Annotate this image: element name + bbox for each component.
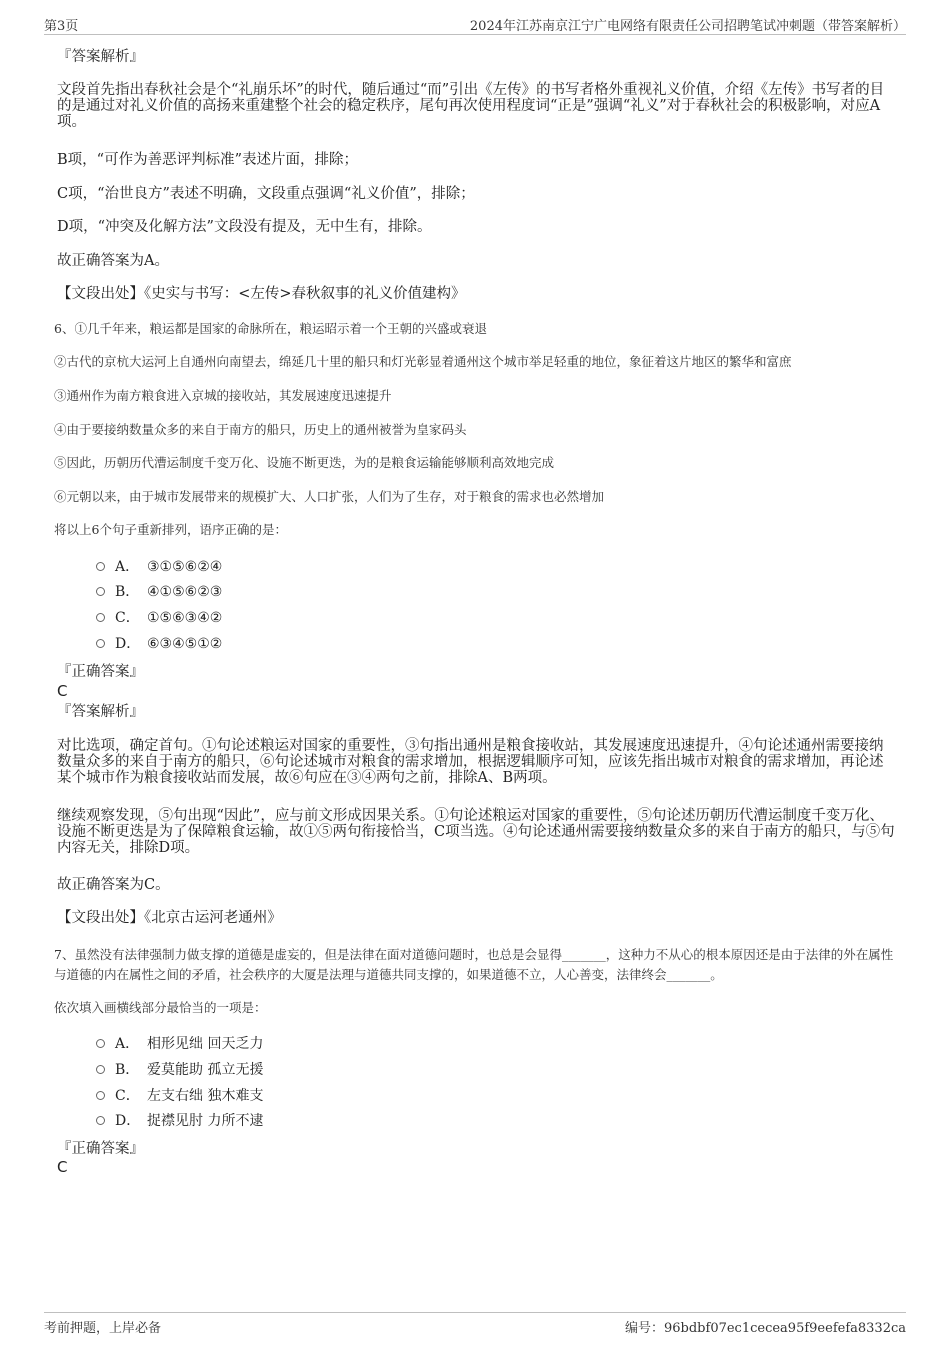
q6-sentence-6: ⑥元朝以来，由于城市发展带来的规模扩大、人口扩张，人们为了生存，对于粮食的需求也必然增加 [54,489,605,504]
q7-option-b[interactable]: B． 爱莫能助 孤立无援 [96,1061,263,1079]
q7-stem: 7、虽然没有法律强制力做支撑的道德是虚妄的，但是法律在面对道德问题时，也总是会显得_______，这种力不从心的根本原因还是由于法律的外在属性与道德的内在属性之间的矛盾，社会秩序的大厦是法理与道德共同支撑的，如果道德不立，人心善变，法律终会_______。 [54,947,894,982]
radio-icon[interactable] [96,1065,105,1074]
q6-analysis-paragraph-1: 对比选项，确定首句。①句论述粮运对国家的重要性，③句指出通州是粮食接收站，其发展速度迅速提升，④句论述通州需要接纳数量众多的来自于南方的船只，⑥句论述城市对粮食的需求增加，根据逻辑顺序可知，应该先指出城市对粮食的需求增加，再论述某个城市作为粮食接收站而发展，故⑥句应在③④两句之前，排除A、B两项。 [57,738,884,786]
radio-icon[interactable] [96,613,105,622]
analysis-conclusion: 故正确答案为A。 [57,253,169,269]
analysis-label: 『答案解析』 [57,49,144,65]
q7-answer: C [57,1158,68,1176]
page-number: 第3页 [44,19,79,34]
q7-prompt: 依次填入画横线部分最恰当的一项是： [54,1000,267,1015]
q7-option-d[interactable]: D． 捉襟见肘 力所不逮 [96,1112,263,1130]
analysis-option-b: B项，“可作为善恶评判标准”表述片面，排除； [57,152,358,168]
analysis-option-d: D项，“冲突及化解方法”文段没有提及，无中生有，排除。 [57,219,432,235]
radio-icon[interactable] [96,1039,105,1048]
q6-sentence-4: ④由于要接纳数量众多的来自于南方的船只，历史上的通州被誉为皇家码头 [54,422,467,437]
q7-answer-label: 『正确答案』 [57,1141,144,1157]
radio-icon[interactable] [96,562,105,571]
radio-icon[interactable] [96,587,105,596]
q6-answer: C [57,682,68,700]
q6-prompt: 将以上6个句子重新排列，语序正确的是： [54,522,287,537]
q6-source-citation: 【文段出处】《北京古运河老通州》 [57,910,282,926]
q6-answer-label: 『正确答案』 [57,664,144,680]
analysis-paragraph: 文段首先指出春秋社会是个“礼崩乐坏”的时代，随后通过“而”引出《左传》的书写者格外重视礼义价值，介绍《左传》书写者的目的是通过对礼义价值的高扬来重建整个社会的稳定秩序，尾句再次使用程度词“正是”强调“礼义”对于春秋社会的积极影响，对应A项。 [57,82,885,130]
q6-sentence-5: ⑤因此，历朝历代漕运制度千变万化、设施不断更迭，为的是粮食运输能够顺利高效地完成 [54,455,555,470]
q6-analysis-paragraph-2: 继续观察发现，⑤句出现“因此”，应与前文形成因果关系。①句论述粮运对国家的重要性，⑤句论述历朝历代漕运制度千变万化、设施不断更迭是为了保障粮食运输，故①⑤两句衔接恰当，C项当选。④句论述通州需要接纳数量众多的来自于南方的船只，与⑤句内容无关，排除D项。 [57,808,895,856]
q6-sentence-1: 6、①几千年来，粮运都是国家的命脉所在，粮运昭示着一个王朝的兴盛或衰退 [54,321,487,336]
q6-option-d[interactable]: D． ⑥③④⑤①② [96,635,222,653]
page-header [44,12,906,35]
q6-option-b[interactable]: B． ④①⑤⑥②③ [96,583,222,601]
radio-icon[interactable] [96,1091,105,1100]
radio-icon[interactable] [96,1116,105,1125]
q6-conclusion: 故正确答案为C。 [57,877,170,893]
analysis-option-c: C项，“治世良方”表述不明确，文段重点强调“礼义价值”，排除； [57,186,475,202]
q6-analysis-label: 『答案解析』 [57,704,144,720]
q7-option-c[interactable]: C． 左支右绌 独木难支 [96,1087,263,1105]
document-title: 2024年江苏南京江宁广电网络有限责任公司招聘笔试冲刺题（带答案解析） [469,19,906,34]
radio-icon[interactable] [96,639,105,648]
document-id: 编号：96bdbf07ec1cecea95f9eefefa8332ca [625,1321,906,1336]
source-citation: 【文段出处】《史实与书写：<左传>春秋叙事的礼义价值建构》 [57,286,466,302]
page-footer [44,1312,906,1339]
q6-sentence-2: ②古代的京杭大运河上自通州向南望去，绵延几十里的船只和灯光彰显着通州这个城市举足轻重的地位，象征着这片地区的繁华和富庶 [54,354,792,369]
q6-sentence-3: ③通州作为南方粮食进入京城的接收站，其发展速度迅速提升 [54,388,392,403]
q6-option-c[interactable]: C． ①⑤⑥③④② [96,609,222,627]
q7-option-a[interactable]: A． 相形见绌 回天乏力 [96,1035,263,1053]
q6-option-a[interactable]: A． ③①⑤⑥②④ [96,558,222,576]
footer-slogan: 考前押题，上岸必备 [44,1321,162,1336]
